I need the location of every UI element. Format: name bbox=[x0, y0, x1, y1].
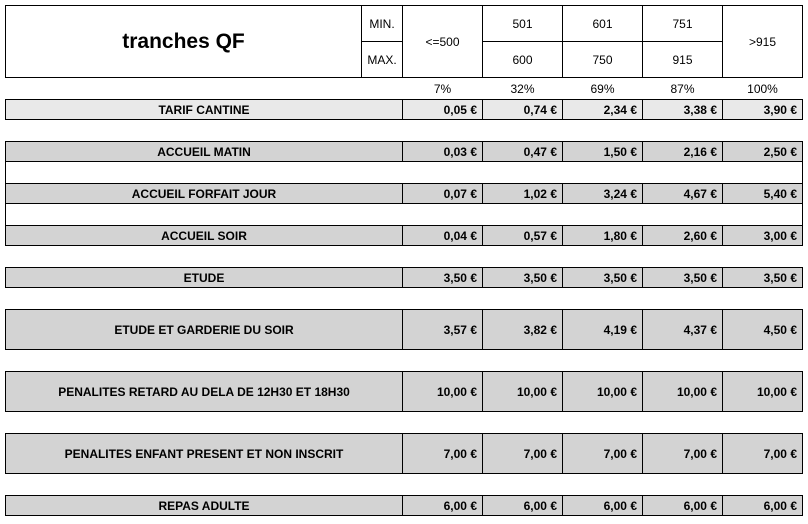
blank-separator-row bbox=[5, 161, 803, 184]
price-cell: 4,67 € bbox=[642, 183, 723, 204]
price-cell: 5,40 € bbox=[722, 183, 803, 204]
price-cell: 3,24 € bbox=[562, 183, 643, 204]
bracket-1-header bbox=[402, 5, 483, 78]
percentage-4: 87% bbox=[670, 82, 695, 96]
max-label bbox=[361, 41, 403, 78]
bracket-2-max bbox=[482, 41, 563, 78]
page-title: tranches QF bbox=[122, 29, 245, 53]
row-label bbox=[5, 371, 403, 412]
bracket-4-min-text: 751 bbox=[672, 16, 693, 31]
row-label bbox=[5, 183, 403, 204]
price-cell: 10,00 € bbox=[402, 371, 483, 412]
min-label bbox=[361, 5, 403, 42]
price-cell: 6,00 € bbox=[722, 495, 803, 516]
row-label-text: PENALITES ENFANT PRESENT ET NON INSCRIT bbox=[64, 446, 344, 461]
row-label bbox=[5, 309, 403, 350]
price-cell: 4,50 € bbox=[722, 309, 803, 350]
max-label-text: MAX. bbox=[367, 52, 397, 67]
price-cell: 3,82 € bbox=[482, 309, 563, 350]
bracket-3-max bbox=[562, 41, 643, 78]
price-cell: 3,50 € bbox=[482, 267, 563, 288]
price-cell: 6,00 € bbox=[482, 495, 563, 516]
price-cell: 10,00 € bbox=[482, 371, 563, 412]
row-label bbox=[5, 141, 403, 162]
price-cell: 10,00 € bbox=[642, 371, 723, 412]
price-cell: 2,50 € bbox=[722, 141, 803, 162]
price-cell: 3,50 € bbox=[562, 267, 643, 288]
price-cell: 3,50 € bbox=[722, 267, 803, 288]
price-cell: 10,00 € bbox=[722, 371, 803, 412]
row-label bbox=[5, 495, 403, 516]
bracket-2-min-text: 501 bbox=[512, 16, 533, 31]
percentage-2: 32% bbox=[510, 82, 535, 96]
bracket-1-text: <=500 bbox=[425, 34, 460, 49]
row-label-text: ACCUEIL SOIR bbox=[161, 228, 247, 243]
price-cell: 6,00 € bbox=[642, 495, 723, 516]
price-cell: 7,00 € bbox=[722, 433, 803, 474]
price-cell: 0,74 € bbox=[482, 99, 563, 120]
percentage-5: 100% bbox=[747, 82, 778, 96]
price-cell: 4,37 € bbox=[642, 309, 723, 350]
price-cell: 3,57 € bbox=[402, 309, 483, 350]
price-cell: 7,00 € bbox=[482, 433, 563, 474]
row-label bbox=[5, 225, 403, 246]
title-cell bbox=[5, 5, 362, 78]
price-cell: 3,50 € bbox=[402, 267, 483, 288]
price-cell: 0,47 € bbox=[482, 141, 563, 162]
row-label-text: ETUDE ET GARDERIE DU SOIR bbox=[114, 322, 294, 337]
price-cell: 1,50 € bbox=[562, 141, 643, 162]
blank-separator-row bbox=[5, 203, 803, 226]
price-cell: 4,19 € bbox=[562, 309, 643, 350]
price-cell: 2,60 € bbox=[642, 225, 723, 246]
row-label-text: ACCUEIL MATIN bbox=[157, 144, 251, 159]
price-cell: 7,00 € bbox=[562, 433, 643, 474]
row-label-text: ACCUEIL FORFAIT JOUR bbox=[131, 186, 277, 201]
price-cell: 0,04 € bbox=[402, 225, 483, 246]
price-cell: 7,00 € bbox=[402, 433, 483, 474]
bracket-4-max-text: 915 bbox=[672, 52, 693, 67]
price-cell: 2,16 € bbox=[642, 141, 723, 162]
price-cell: 1,02 € bbox=[482, 183, 563, 204]
price-cell: 0,03 € bbox=[402, 141, 483, 162]
bracket-3-max-text: 750 bbox=[592, 52, 613, 67]
row-label-text: REPAS ADULTE bbox=[158, 498, 250, 513]
bracket-2-min bbox=[482, 5, 563, 42]
price-cell: 3,90 € bbox=[722, 99, 803, 120]
row-label bbox=[5, 433, 403, 474]
bracket-4-min bbox=[642, 5, 723, 42]
bracket-5-header bbox=[722, 5, 803, 78]
bracket-3-min bbox=[562, 5, 643, 42]
row-label bbox=[5, 99, 403, 120]
price-cell: 6,00 € bbox=[402, 495, 483, 516]
price-cell: 3,38 € bbox=[642, 99, 723, 120]
row-label-text: PENALITES RETARD AU DELA DE 12H30 ET 18H30 bbox=[58, 384, 350, 399]
price-cell: 0,57 € bbox=[482, 225, 563, 246]
price-cell: 6,00 € bbox=[562, 495, 643, 516]
bracket-5-text: >915 bbox=[748, 34, 777, 49]
min-label-text: MIN. bbox=[369, 16, 395, 31]
bracket-2-max-text: 600 bbox=[512, 52, 533, 67]
row-label bbox=[5, 267, 403, 288]
price-cell: 7,00 € bbox=[642, 433, 723, 474]
price-cell: 2,34 € bbox=[562, 99, 643, 120]
price-cell: 1,80 € bbox=[562, 225, 643, 246]
row-label-text: TARIF CANTINE bbox=[158, 102, 250, 117]
row-label-text: ETUDE bbox=[183, 270, 225, 285]
price-cell: 0,07 € bbox=[402, 183, 483, 204]
price-cell: 0,05 € bbox=[402, 99, 483, 120]
bracket-3-min-text: 601 bbox=[592, 16, 613, 31]
percentage-3: 69% bbox=[590, 82, 615, 96]
bracket-4-max bbox=[642, 41, 723, 78]
price-cell: 10,00 € bbox=[562, 371, 643, 412]
price-cell: 3,50 € bbox=[642, 267, 723, 288]
price-cell: 3,00 € bbox=[722, 225, 803, 246]
percentage-1: 7% bbox=[433, 82, 452, 96]
